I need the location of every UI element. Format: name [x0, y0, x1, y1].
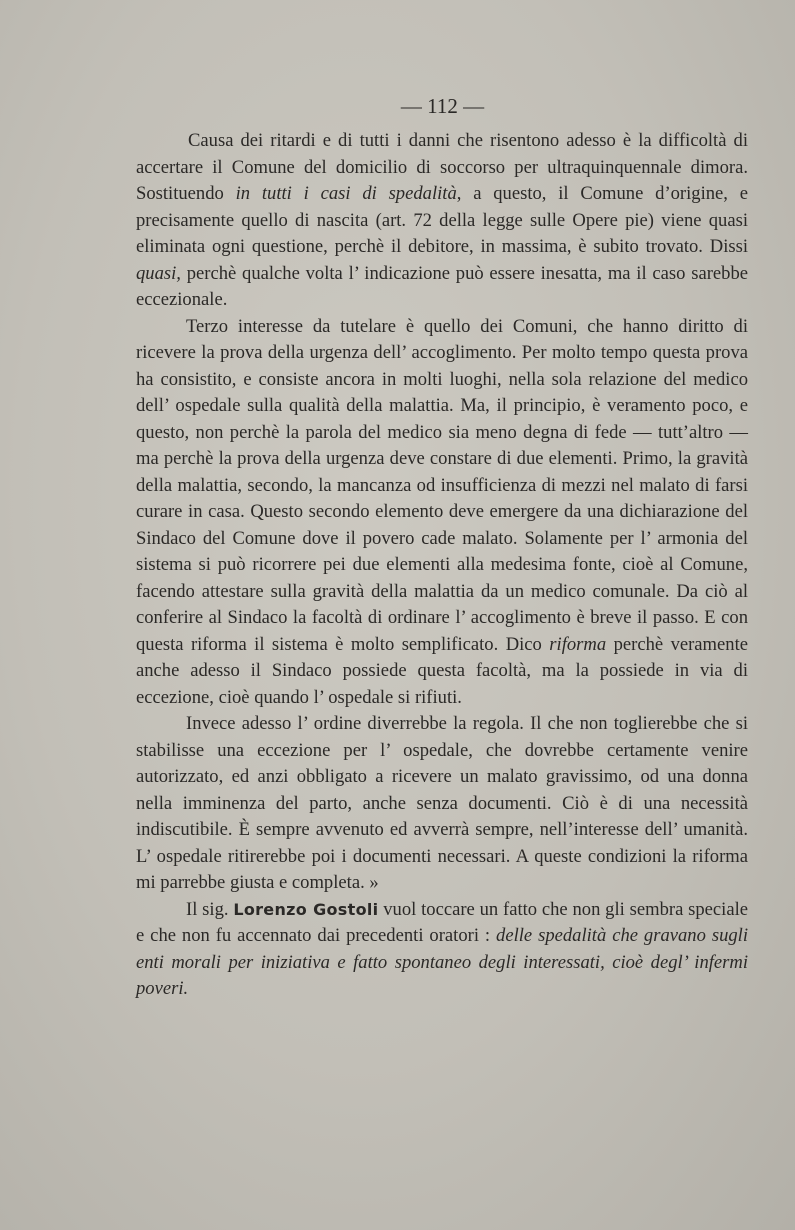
text-run: vuol toccare un fatto che non gli sembra speciale e che non fu accennato dai precedenti oratori :	[136, 898, 748, 946]
text-run: Il sig.	[186, 898, 234, 920]
text-run: Causa dei ritardi e di tutti i danni che risentono adesso è la difficoltà di accertare il Comune del domicilio di soccorso per ultraquinquennale dimora. Sostituendo	[136, 130, 748, 204]
text-run: Invece adesso l’ ordine diverrebbe la regola. Il che non toglierebbe che si stabilisse una eccezione per l’ ospedale, che dovrebbe certamente venire autorizzato, ed anzi obbligato a ricevere un malato gravissimo, od una donna nella imminenza del parto, anche senza documenti. Ciò è di una necessità indiscutibile. È sempre avvenuto ed avverrà sempre, nell’interesse dell’ umanità. L’ ospedale ritirerebbe poi i documenti necessari. A queste condizioni la riforma mi parrebbe giusta e completa. »	[136, 713, 748, 893]
page-number: — 112 —	[400, 94, 485, 118]
paragraph	[136, 711, 748, 897]
paragraph	[136, 897, 748, 1003]
italic-run: quasi,	[136, 262, 181, 284]
body-text	[136, 128, 748, 1003]
italic-run: delle spedalità che gravano sugli enti morali per iniziativa e fatto spontaneo degli interessati, cioè degl’ infermi poveri.	[136, 925, 748, 999]
text-run: , a questo, il Comune d’origine, e precisamente quello di nascita (art. 72 della legge sulle Opere pie) viene quasi eliminata ogni questione, perchè il debitore, in massima, è subito trovato. Dissi	[136, 183, 748, 257]
paragraph	[136, 314, 748, 712]
text-run: perchè qualche volta l’ indicazione può essere inesatta, ma il caso sarebbe eccezionale.	[136, 262, 748, 310]
paragraph	[136, 128, 748, 314]
text-run: perchè veramente anche adesso il Sindaco possiede questa facoltà, ma la possiede in via di eccezione, cioè quando l’ ospedale si rifiuti.	[136, 633, 748, 708]
text-run: Terzo interesse da tutelare è quello dei Comuni, che hanno diritto di ricevere la prova della urgenza dell’ accoglimento. Per molto tempo questa prova ha consistito, e consiste ancora in molti luoghi, nella sola relazione del medico dell’ ospedale sulla qualità della malattia. Ma, il principio, è veramento poco, e questo, non perchè la parola del medico sia meno degna di fede — tutt’altro — ma perchè la prova della urgenza deve constare di due elementi. Primo, la gravità della malattia, secondo, la mancanza od insufficienza di mezzi nel malato di farsi curare in casa. Questo secondo elemento deve emergere da una dichiarazione del Sindaco del Comune dove il povero cade malato. Solamente per l’ armonia del sistema si può ricorrere pei due elementi alla medesima fonte, cioè al Comune, facendo attestare sulla gravità della malattia da un medico comunale. Da ciò al conferire al Sindaco la facoltà di ordinare l’ accoglimento è breve il passo. E con questa riforma il sistema è molto semplificato. Dico	[136, 315, 748, 655]
speaker-name: Lorenzo Gostoli	[233, 899, 379, 919]
italic-run: riforma	[549, 633, 607, 655]
italic-run: in tutti i casi di spedalità	[235, 183, 457, 204]
